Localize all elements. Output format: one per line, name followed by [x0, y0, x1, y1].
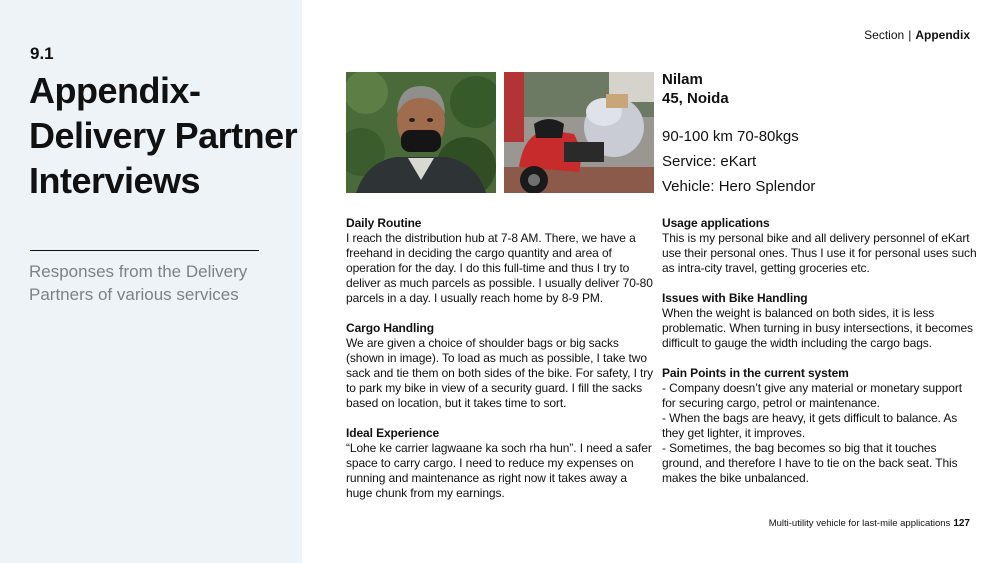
- page-number: 127: [953, 518, 970, 529]
- section-name: Appendix: [915, 28, 970, 42]
- pain-point-item: - Sometimes, the bag becomes so big that it touches ground, and therefore I have to tie on the back seat. This makes the bike unbalanced.: [662, 441, 958, 485]
- footer-caption: Multi-utility vehicle for last-mile applications: [768, 518, 951, 529]
- section-label: Section: [864, 28, 905, 42]
- ideal-experience-heading: Ideal Experience: [346, 426, 440, 440]
- usage-applications-heading: Usage applications: [662, 216, 770, 230]
- page-title: Appendix- Delivery Partner Interviews: [29, 70, 298, 201]
- left-text-column: [346, 216, 656, 516]
- breadcrumb-separator: |: [908, 28, 912, 42]
- bike-image: [504, 72, 654, 193]
- profile-identity: [662, 70, 729, 108]
- daily-routine-heading: Daily Routine: [346, 216, 422, 230]
- ideal-experience-text: “Lohe ke carrier lagwaane ka soch rha hun”. I need a safer space to carry cargo. I need to reduce my expenses on running and maintenance as right now it takes away a huge chunk from my earnings.: [346, 441, 652, 500]
- distance-and-load: 90-100 km 70-80kgs: [662, 128, 799, 145]
- daily-routine-text: I reach the distribution hub at 7-8 AM. There, we have a freehand in deciding the cargo quantity and area of operation for the day. I do this full-time and thus I try to deliver as much parcels as possible. I usually deliver 70-80 parcels in a day. I usually reach home by 8-9 PM.: [346, 231, 653, 305]
- left-panel: [0, 0, 302, 563]
- bike-handling-heading: Issues with Bike Handling: [662, 291, 808, 305]
- usage-applications-text: This is my personal bike and all delivery personnel of eKart use their personal ones. Thus I use it for personal uses such as intra-city travel, getting groceries etc.: [662, 231, 977, 275]
- pain-points-heading: Pain Points in the current system: [662, 366, 849, 380]
- section-breadcrumb: [864, 28, 970, 42]
- bike-handling-text: When the weight is balanced on both sides, it is less problematic. When turning in busy intersections, it becomes difficult to gauge the width including the cargo bags.: [662, 306, 973, 350]
- portrait-image: [346, 72, 496, 193]
- section-number: 9.1: [30, 44, 54, 63]
- cargo-handling-text: We are given a choice of shoulder bags or big sacks (shown in image). To load as much as possible, I take two sack and tie them on both sides of the bike. For safety, I try to park my bike in view of a security guard. I fill the sacks based on location, but it takes time to sort.: [346, 336, 654, 410]
- pain-point-item: - When the bags are heavy, it gets difficult to balance. As they get lighter, it improves.: [662, 411, 958, 440]
- page-footer: [769, 518, 970, 529]
- title-divider: [30, 250, 259, 251]
- page-subtitle: Responses from the Delivery Partners of various services: [29, 262, 248, 304]
- cargo-handling-heading: Cargo Handling: [346, 321, 434, 335]
- partner-name: Nilam: [662, 71, 703, 88]
- bike-with-cargo-photo: [504, 72, 654, 193]
- pain-point-item: - Company doesn’t give any material or monetary support for securing cargo, petrol or maintenance.: [662, 381, 962, 410]
- service-label: Service: eKart: [662, 153, 757, 170]
- vehicle-label: Vehicle: Hero Splendor: [662, 178, 816, 195]
- partner-age-location: 45, Noida: [662, 90, 729, 107]
- delivery-partner-photo: [346, 72, 496, 193]
- right-text-column: [662, 216, 977, 486]
